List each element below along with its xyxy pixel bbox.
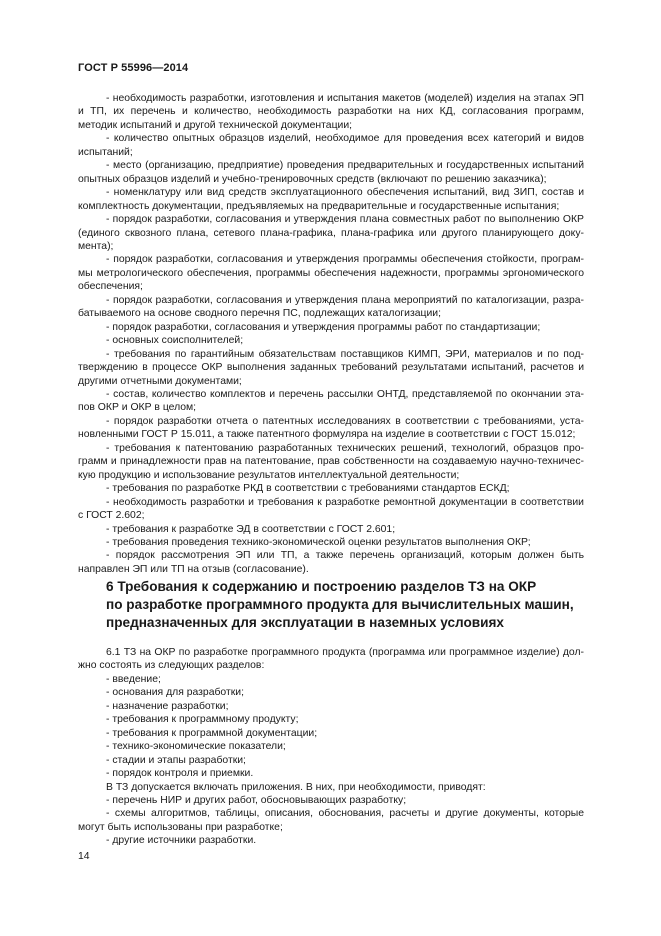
page-number: 14 xyxy=(78,851,90,862)
clause-6-1: 6.1 ТЗ на ОКР по разработке программного продукта (программа или программное изделие) должно состоять из следующих разделов: xyxy=(78,647,584,672)
list-item: - технико-экономические показатели; xyxy=(106,741,286,753)
list-item: - требования проведения технико-экономической оценки результатов выполнения ОКР; xyxy=(106,536,531,548)
list-item: - необходимость разработки, изготовления и испытания макетов (моделей) изделия на этапах ЭП и ТП, их перечень и количество, необходимость разработки на них КД, согласования программ, методик испытаний и другой технической документации; xyxy=(78,93,584,131)
appendix-intro: В ТЗ допускается включать приложения. В них, при необходимости, приводят: xyxy=(106,781,486,793)
list-item: - основания для разработки; xyxy=(106,687,244,699)
list-item: - стадии и этапы разработки; xyxy=(106,754,246,766)
list-item: - требования к патентованию разработанных технических решений, технологий, образцов программ и принадлежности прав на патентование, прав собственности на создаваемую научно-техническую продукцию и использование результатов интеллектуальной деятельности; xyxy=(78,442,584,481)
section-6-body xyxy=(78,646,584,848)
section-6-heading xyxy=(106,578,586,632)
list-item: - порядок разработки, согласования и утверждения плана совместных работ по выполнению ОКР (единого сквозного плана, сетевого плана-графика, плана-графика или другого планирующего документа); xyxy=(78,214,584,252)
list-item: - требования к программному продукту; xyxy=(106,714,299,726)
list-item: - состав, количество комплектов и перечень рассылки ОНТД, представляемой по окончании этапов ОКР и ОКР в целом; xyxy=(78,388,584,414)
list-item: - перечень НИР и других работ, обосновывающих разработку; xyxy=(106,794,407,806)
list-item: - требования к программной документации; xyxy=(106,727,318,739)
list-item: - порядок разработки, согласования и утверждения плана мероприятий по каталогизации, разрабатываемого на основе сводного перечня ПС, подлежащих каталогизации; xyxy=(78,294,584,320)
list-item: - номенклатуру или вид средств эксплуатационного обеспечения испытаний, вид ЗИП, состав и комплектность документации, предъявляемых на предварительные и государственные испытания; xyxy=(78,187,584,212)
list-item: - схемы алгоритмов, таблицы, описания, обоснования, расчеты и другие документы, которые могут быть использованы при разработке; xyxy=(78,808,584,833)
heading-line: предназначенных для эксплуатации в наземных условиях xyxy=(106,615,504,630)
list-item: - порядок разработки отчета о патентных исследованиях в соответствии с требованиями, установленными ГОСТ Р 15.011, а также патентного формуляра на изделие в соответствии с ГОСТ 15.012; xyxy=(78,415,584,441)
list-item: - назначение разработки; xyxy=(106,700,229,712)
list-item: - необходимость разработки и требования к разработке ремонтной документации в соответствии с ГОСТ 2.602; xyxy=(78,496,584,522)
list-item: - другие источники разработки. xyxy=(106,835,257,847)
list-item: - введение; xyxy=(106,673,161,685)
list-item: - порядок рассмотрения ЭП или ТП, а также перечень организаций, которым должен быть направлен ЭП или ТП на отзыв (согласование). xyxy=(78,550,584,575)
list-item: - порядок контроля и приемки. xyxy=(106,768,254,780)
list-item: - основных соисполнителей; xyxy=(106,335,244,347)
document-header: ГОСТ Р 55996—2014 xyxy=(78,62,189,74)
list-item: - требования по гарантийным обязательствам поставщиков КИМП, ЭРИ, материалов и по подтверждению в процессе ОКР выполнения заданных требований результатами испытаний, расчетов и другими отчетными документами; xyxy=(78,348,584,387)
requirements-list xyxy=(78,92,584,576)
list-item: - место (организацию, предприятие) проведения предварительных и государственных испытаний опытных образцов изделий и учебно-тренировочных средств (включают по решению заказчика); xyxy=(78,160,584,185)
heading-line: 6 Требования к содержанию и построению разделов ТЗ на ОКР xyxy=(106,579,537,594)
list-item: - требования по разработке РКД в соответствии с требованиями стандартов ЕСКД; xyxy=(106,483,510,495)
list-item: - количество опытных образцов изделий, необходимое для проведения всех категорий и видов испытаний; xyxy=(78,133,584,158)
list-item: - требования к разработке ЭД в соответствии с ГОСТ 2.601; xyxy=(106,523,396,535)
list-item: - порядок разработки, согласования и утверждения программы обеспечения стойкости, программы метрологического обеспечения, программы обеспечения надежности, программы эргономического обеспечения; xyxy=(78,254,584,293)
heading-line: по разработке программного продукта для вычислительных машин, xyxy=(106,597,574,612)
list-item: - порядок разработки, согласования и утверждения программы работ по стандартизации; xyxy=(106,321,541,333)
